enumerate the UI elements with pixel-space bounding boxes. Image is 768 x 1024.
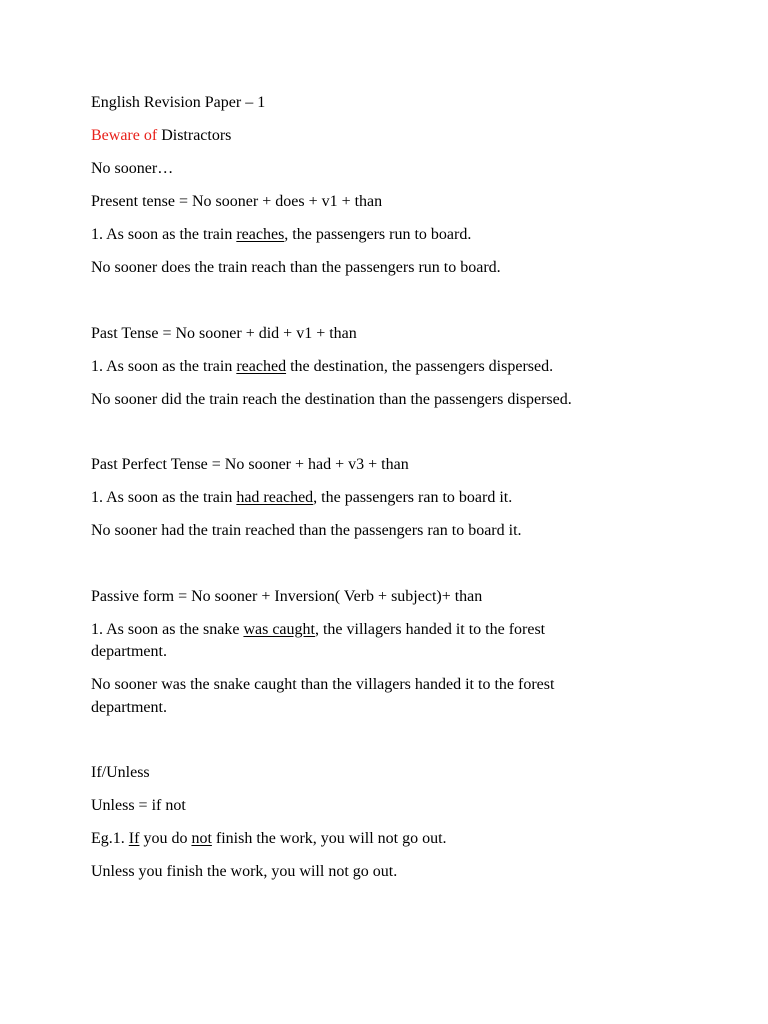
answer-past-perfect: No sooner had the train reached than the passengers ran to board it. (91, 522, 522, 539)
rule-present: Present tense = No sooner + does + v1 + than (91, 193, 383, 210)
spacer (91, 290, 621, 323)
rule-past-perfect: Past Perfect Tense = No sooner + had + v3 + than (91, 456, 409, 473)
rule-passive: Passive form = No sooner + Inversion( Verb + subject)+ than (91, 587, 483, 605)
example-past-perfect (91, 487, 621, 510)
underlined-verb: was caught (243, 620, 315, 638)
example-passive (91, 619, 621, 664)
document-body (91, 92, 621, 894)
example-text: 1. As soon as the snake (91, 620, 244, 638)
rule-unless: Unless = if not (91, 797, 186, 814)
example-text: you do (139, 830, 192, 847)
section-heading (91, 125, 621, 148)
underlined-verb: had reached (236, 489, 314, 506)
example-text: , the villagers handed it to the forest department. (91, 620, 546, 660)
topic-no-sooner: No sooner… (91, 160, 174, 177)
answer-passive: No sooner was the snake caught than the villagers handed it to the forest department. (91, 676, 555, 716)
spacer (91, 730, 621, 763)
example-text: , the passengers ran to board it. (313, 489, 513, 506)
heading-rest: Distractors (157, 127, 232, 144)
topic-if-unless: If/Unless (91, 764, 150, 781)
answer-present: No sooner does the train reach than the passengers run to board. (91, 259, 501, 276)
rule-past: Past Tense = No sooner + did + v1 + than (91, 324, 357, 342)
underlined-word: not (191, 830, 212, 847)
example-text: Eg.1. (91, 830, 129, 847)
example-past (91, 356, 621, 379)
example-text: 1. As soon as the train (91, 357, 237, 375)
example-text: 1. As soon as the train (91, 226, 237, 243)
document-title: English Revision Paper – 1 (91, 94, 266, 111)
example-text: finish the work, you will not go out. (211, 830, 447, 847)
answer-unless: Unless you finish the work, you will not go out. (91, 863, 398, 880)
example-present (91, 224, 621, 247)
example-unless (91, 828, 621, 851)
example-text: , the passengers run to board. (284, 226, 472, 243)
underlined-verb: reaches (236, 226, 285, 243)
example-text: the destination, the passengers dispersed. (286, 357, 554, 375)
underlined-word: If (128, 830, 140, 847)
answer-past: No sooner did the train reach the destination than the passengers dispersed. (91, 390, 572, 408)
heading-highlight: Beware of (91, 127, 158, 144)
spacer (91, 553, 621, 586)
spacer (91, 422, 621, 455)
underlined-verb: reached (236, 357, 287, 375)
example-text: 1. As soon as the train (91, 489, 237, 506)
